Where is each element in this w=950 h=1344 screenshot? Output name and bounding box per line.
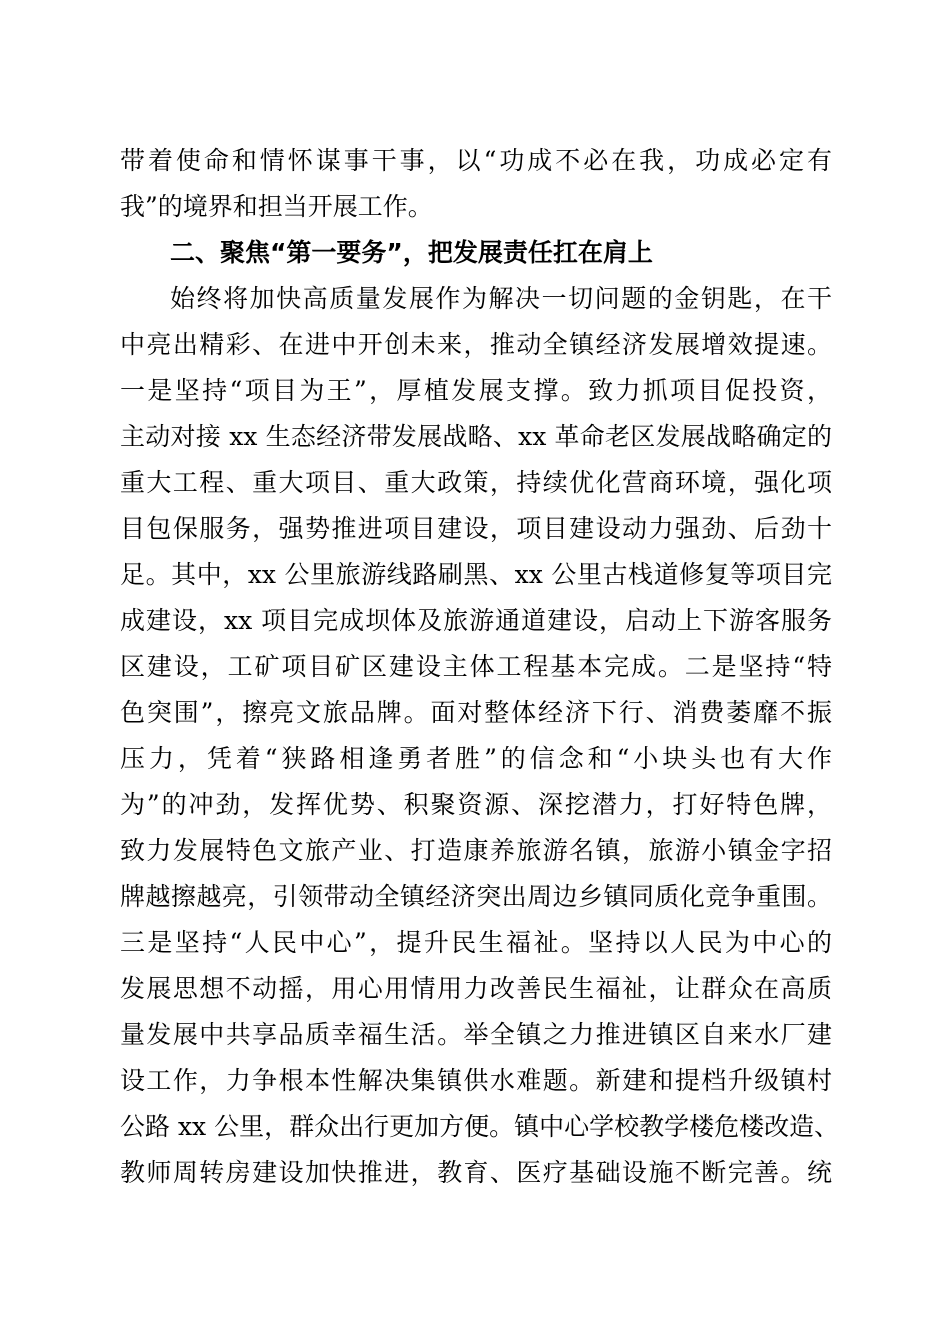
body-text-line: 三是坚持“人民中心”，提升民生福祉。坚持以人民为中心的 [120, 928, 832, 957]
body-text-line: 我”的境界和担当开展工作。 [120, 192, 433, 221]
body-text-line: 教师周转房建设加快推进，教育、医疗基础设施不断完善。统 [120, 1158, 832, 1187]
body-text-line: 致力发展特色文旅产业、打造康养旅游名镇，旅游小镇金字招 [120, 836, 832, 865]
body-text-line: 量发展中共享品质幸福生活。举全镇之力推进镇区自来水厂建 [120, 1020, 832, 1049]
section-heading: 二、聚焦“第一要务”，把发展责任扛在肩上 [170, 238, 653, 267]
body-text-line: 重大工程、重大项目、重大政策，持续优化营商环境，强化项 [120, 468, 832, 497]
body-text-line: 始终将加快高质量发展作为解决一切问题的金钥匙，在干 [170, 284, 832, 313]
body-text-line: 一是坚持“项目为王”，厚植发展支撑。致力抓项目促投资， [120, 376, 832, 405]
body-text-line: 色突围”，擦亮文旅品牌。面对整体经济下行、消费萎靡不振 [120, 698, 832, 727]
body-text-line: 公路 xx 公里，群众出行更加方便。镇中心学校教学楼危楼改造、 [120, 1112, 840, 1141]
body-text-line: 带着使命和情怀谋事干事，以“功成不必在我，功成必定有 [120, 146, 832, 175]
body-text-line: 牌越擦越亮，引领带动全镇经济突出周边乡镇同质化竞争重围。 [120, 882, 832, 911]
body-text-line: 区建设，工矿项目矿区建设主体工程基本完成。二是坚持“特 [120, 652, 832, 681]
body-text-line: 设工作，力争根本性解决集镇供水难题。新建和提档升级镇村 [120, 1066, 832, 1095]
body-text-line: 中亮出精彩、在进中开创未来，推动全镇经济发展增效提速。 [120, 330, 832, 359]
body-text-line: 目包保服务，强势推进项目建设，项目建设动力强劲、后劲十 [120, 514, 832, 543]
body-text-line: 发展思想不动摇，用心用情用力改善民生福祉，让群众在高质 [120, 974, 832, 1003]
body-text-line: 足。其中，xx 公里旅游线路刷黑、xx 公里古栈道修复等项目完 [120, 560, 832, 589]
body-text-line: 成建设，xx 项目完成坝体及旅游通道建设，启动上下游客服务 [120, 606, 832, 635]
body-text-line: 主动对接 xx 生态经济带发展战略、xx 革命老区发展战略确定的 [120, 422, 832, 451]
body-text-line: 为”的冲劲，发挥优势、积聚资源、深挖潜力，打好特色牌， [120, 790, 832, 819]
body-text-line: 压力，凭着“狭路相逢勇者胜”的信念和“小块头也有大作 [120, 744, 832, 773]
